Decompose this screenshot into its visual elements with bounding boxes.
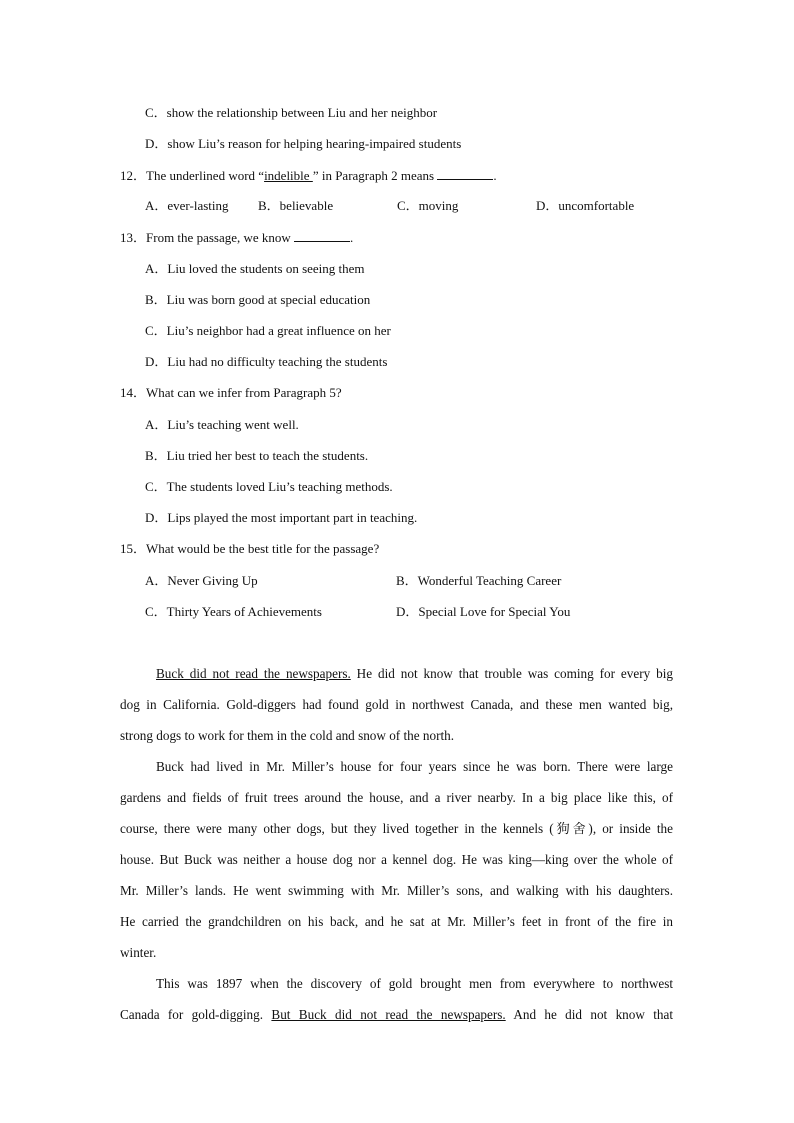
underlined-sentence: But Buck did not read the newspapers. — [271, 1007, 506, 1022]
q15-option-a — [145, 573, 258, 589]
option-text: Liu’s teaching went well. — [167, 417, 299, 432]
stem-text: What would be the best title for the passage? — [146, 541, 380, 556]
passage-text: Canada for gold-digging. — [120, 1007, 272, 1022]
q15-option-b — [396, 573, 561, 589]
option-text: moving — [418, 198, 459, 213]
option-text: Liu’s neighbor had a great influence on her — [166, 323, 391, 338]
option-letter: C． — [145, 479, 167, 494]
stem-end: . — [350, 230, 354, 245]
passage-line: course, there were many other dogs, but they lived together in the kennels (狗舍), or inside the — [120, 821, 673, 836]
option-letter: D． — [145, 136, 168, 151]
question-13-stem — [120, 229, 353, 246]
passage-line: house. But Buck was neither a house dog nor a kennel dog. He was king—king over the whole of — [120, 852, 673, 867]
option-text: Thirty Years of Achievements — [166, 604, 322, 619]
option-letter: B． — [258, 198, 280, 213]
q14-option-c — [145, 479, 393, 495]
question-number: 14． — [120, 385, 147, 400]
stem-end: . — [493, 168, 497, 183]
option-letter: D． — [145, 354, 168, 369]
option-letter: B． — [145, 292, 167, 307]
stem-text: What can we infer from Paragraph 5? — [146, 385, 342, 400]
option-letter: D． — [145, 510, 168, 525]
q12-option-c — [397, 198, 458, 214]
passage-line: This was 1897 when the discovery of gold brought men from everywhere to northwest — [156, 976, 673, 991]
underlined-word: indelible — [264, 168, 313, 183]
stem-text: The underlined word “ — [146, 168, 265, 183]
option-letter: C． — [145, 604, 167, 619]
option-text: show the relationship between Liu and her neighbor — [166, 105, 438, 120]
option-text: ever-lasting — [167, 198, 229, 213]
option-letter: D． — [396, 604, 419, 619]
question-number: 13． — [120, 230, 147, 245]
option-text: Liu had no difficulty teaching the students — [167, 354, 388, 369]
passage-line: He carried the grandchildren on his back, and he sat at Mr. Miller’s feet in front of the fire in — [120, 914, 673, 929]
option-text: Never Giving Up — [167, 573, 258, 588]
q15-option-d — [396, 604, 570, 620]
reading-passage — [120, 658, 673, 1030]
passage-line: strong dogs to work for them in the cold and snow of the north. — [120, 728, 455, 743]
option-letter: A． — [145, 198, 168, 213]
question-number: 15． — [120, 541, 147, 556]
passage-line — [120, 999, 673, 1030]
q12-option-a — [145, 198, 229, 214]
stem-text: ” in Paragraph 2 means — [312, 168, 435, 183]
q13-option-d — [145, 354, 387, 370]
passage-text: He did not know that trouble was coming for every big — [350, 666, 673, 681]
question-15-stem — [120, 541, 379, 557]
passage-line: Buck had lived in Mr. Miller’s house for four years since he was born. There were large — [156, 759, 673, 774]
option-text: show Liu’s reason for helping hearing-impaired students — [167, 136, 462, 151]
q14-option-d — [145, 510, 417, 526]
q11-option-d — [145, 136, 461, 152]
underlined-sentence: Buck did not read the newspapers. — [156, 666, 351, 681]
option-text: Wonderful Teaching Career — [417, 573, 562, 588]
option-text: Lips played the most important part in teaching. — [167, 510, 418, 525]
passage-line: Mr. Miller’s lands. He went swimming with Mr. Miller’s sons, and walking with his daughters. — [120, 883, 673, 898]
q15-option-c — [145, 604, 322, 620]
option-text: The students loved Liu’s teaching methods. — [166, 479, 393, 494]
option-text: uncomfortable — [558, 198, 635, 213]
q13-option-a — [145, 261, 365, 277]
q14-option-a — [145, 417, 299, 433]
passage-line: dog in California. Gold-diggers had found gold in northwest Canada, and these men wanted big, — [120, 697, 673, 712]
passage-line — [120, 658, 673, 689]
option-letter: C． — [397, 198, 419, 213]
option-text: Liu was born good at special education — [166, 292, 371, 307]
question-number: 12． — [120, 168, 147, 183]
q13-option-b — [145, 292, 370, 308]
option-letter: A． — [145, 261, 168, 276]
q13-option-c — [145, 323, 391, 339]
stem-text: From the passage, we know — [146, 230, 291, 245]
q11-option-c — [145, 105, 437, 121]
passage-line: winter. — [120, 945, 157, 960]
option-letter: A． — [145, 417, 168, 432]
option-text: Special Love for Special You — [418, 604, 571, 619]
answer-blank — [437, 167, 493, 180]
q14-option-b — [145, 448, 368, 464]
option-letter: B． — [145, 448, 167, 463]
option-letter: C． — [145, 323, 167, 338]
q12-option-d — [536, 198, 634, 214]
passage-line: gardens and fields of fruit trees around the house, and a river nearby. In a big place like this, of — [120, 790, 673, 805]
question-14-stem — [120, 385, 342, 401]
answer-blank — [294, 229, 350, 242]
option-letter: A． — [145, 573, 168, 588]
option-letter: D． — [536, 198, 559, 213]
q12-option-b — [258, 198, 333, 214]
option-letter: C． — [145, 105, 167, 120]
question-12-stem — [120, 167, 497, 184]
option-text: Liu loved the students on seeing them — [167, 261, 365, 276]
option-letter: B． — [396, 573, 418, 588]
passage-text: And he did not know that — [505, 1007, 673, 1022]
option-text: Liu tried her best to teach the students. — [166, 448, 369, 463]
option-text: believable — [279, 198, 334, 213]
